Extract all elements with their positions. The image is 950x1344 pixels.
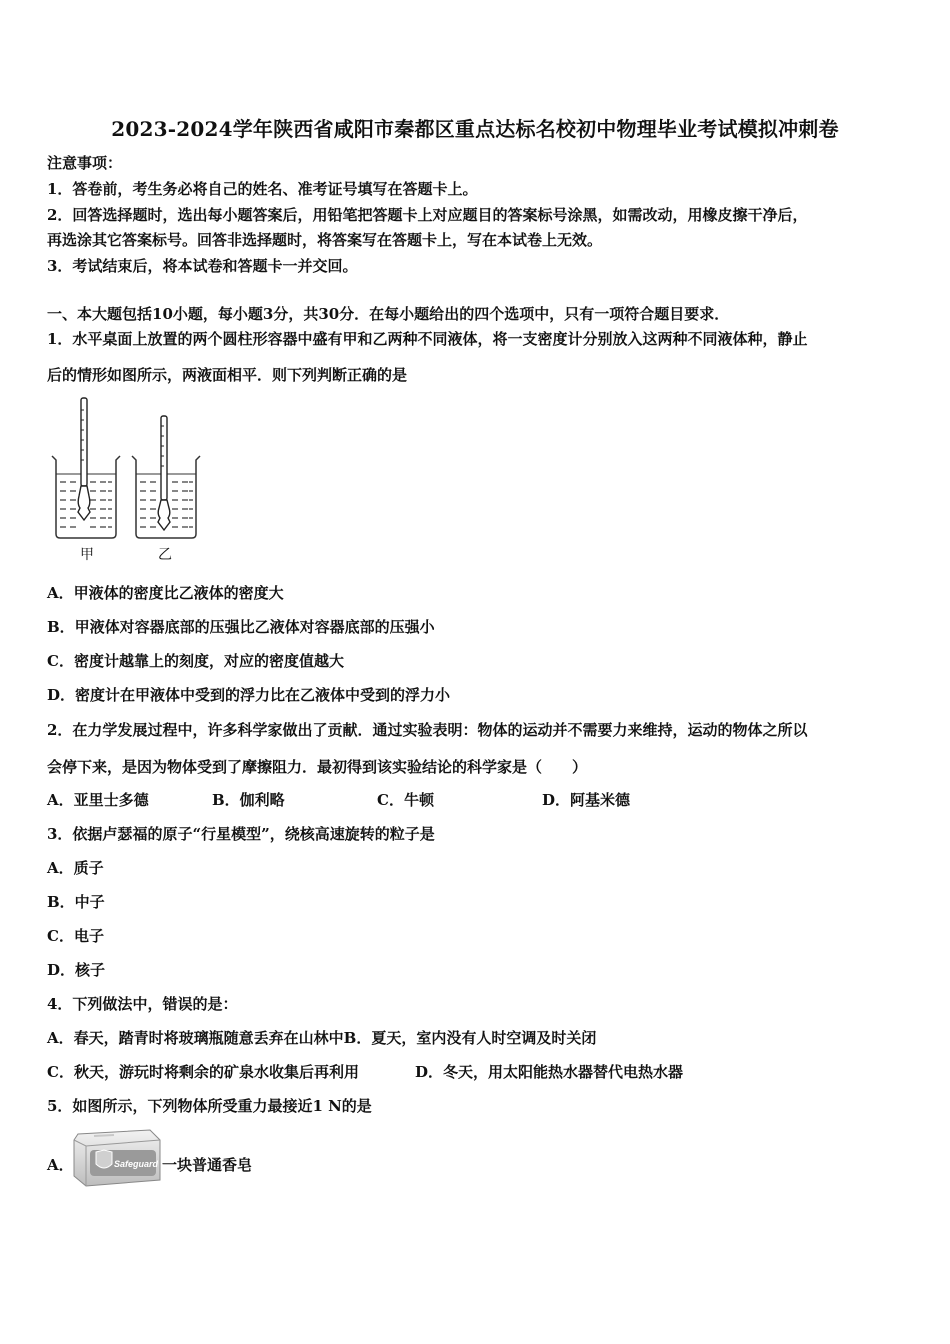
q2-option-a: A．亚里士多德 (47, 791, 149, 809)
q4-stem: 4．下列做法中，错误的是： (47, 995, 238, 1013)
q1-stem-line2: 后的情形如图所示，两液面相平．则下列判断正确的是 (47, 366, 408, 384)
q4-options-ab: A．春天，踏青时将玻璃瓶随意丢弃在山林中B．夏天，室内没有人时空调及时关闭 (47, 1029, 597, 1047)
figure-label-yi: 乙 (158, 547, 172, 563)
q1-stem-line1: 1．水平桌面上放置的两个圆柱形容器中盛有甲和乙两种不同液体，将一支密度计分别放入这两种不同液体种，静止 (47, 330, 808, 348)
q1-option-b: B．甲液体对容器底部的压强比乙液体对容器底部的压强小 (47, 618, 435, 636)
q1-option-d: D．密度计在甲液体中受到的浮力比在乙液体中受到的浮力小 (47, 686, 451, 704)
soap-image (70, 1126, 162, 1190)
notice-item-1: 1．答卷前，考生务必将自己的姓名、准考证号填写在答题卡上。 (47, 180, 478, 198)
q1-option-a: A．甲液体的密度比乙液体的密度大 (47, 584, 284, 602)
q5-option-a-letter: A． (47, 1156, 74, 1174)
q3-option-a: A．质子 (47, 859, 104, 877)
q3-option-c: C．电子 (47, 927, 104, 945)
q3-option-d: D．核子 (47, 961, 106, 979)
q4-option-c: C．秋天，游玩时将剩余的矿泉水收集后再利用 (47, 1063, 359, 1081)
q5-stem: 5．如图所示，下列物体所受重力最接近1 N的是 (47, 1097, 372, 1115)
section-heading: 一、本大题包括10小题，每小题3分，共30分．在每小题给出的四个选项中，只有一项符合题目要求． (47, 305, 730, 323)
q1-option-c: C．密度计越靠上的刻度，对应的密度值越大 (47, 652, 344, 670)
hydrometer-figure (48, 396, 208, 564)
notice-item-3: 3．考试结束后，将本试卷和答题卡一并交回。 (47, 257, 358, 275)
figure-label-jia: 甲 (80, 547, 94, 563)
hydrometer-yi (158, 416, 170, 530)
q2-stem-line1: 2．在力学发展过程中，许多科学家做出了贡献．通过实验表明：物体的运动并不需要力来维持，运动的物体之所以 (47, 721, 808, 739)
q3-option-b: B．中子 (47, 893, 105, 911)
soap-brand-text: Safeguard (114, 1159, 159, 1169)
page-title: 2023-2024学年陕西省咸阳市秦都区重点达标名校初中物理毕业考试模拟冲刺卷 (111, 117, 839, 141)
q2-option-c: C．牛顿 (377, 791, 434, 809)
q5-option-a-text: 一块普通香皂 (162, 1156, 253, 1174)
q2-option-d: D．阿基米德 (542, 791, 631, 809)
notice-item-2: 2．回答选择题时，选出每小题答案后，用铅笔把答题卡上对应题目的答案标号涂黑，如需改动，用橡皮擦干净后， (47, 206, 808, 224)
notice-heading: 注意事项： (47, 154, 123, 172)
hydrometer-jia (78, 398, 90, 520)
q2-option-b: B．伽利略 (212, 791, 285, 809)
notice-item-2-cont: 再选涂其它答案标号。回答非选择题时，将答案写在答题卡上，写在本试卷上无效。 (47, 231, 603, 249)
q3-stem: 3．依据卢瑟福的原子“行星模型”，绕核高速旋转的粒子是 (47, 825, 435, 843)
q2-stem-line2: 会停下来，是因为物体受到了摩擦阻力．最初得到该实验结论的科学家是（ ） (47, 758, 588, 776)
q4-option-d: D．冬天，用太阳能热水器替代电热水器 (415, 1063, 684, 1081)
